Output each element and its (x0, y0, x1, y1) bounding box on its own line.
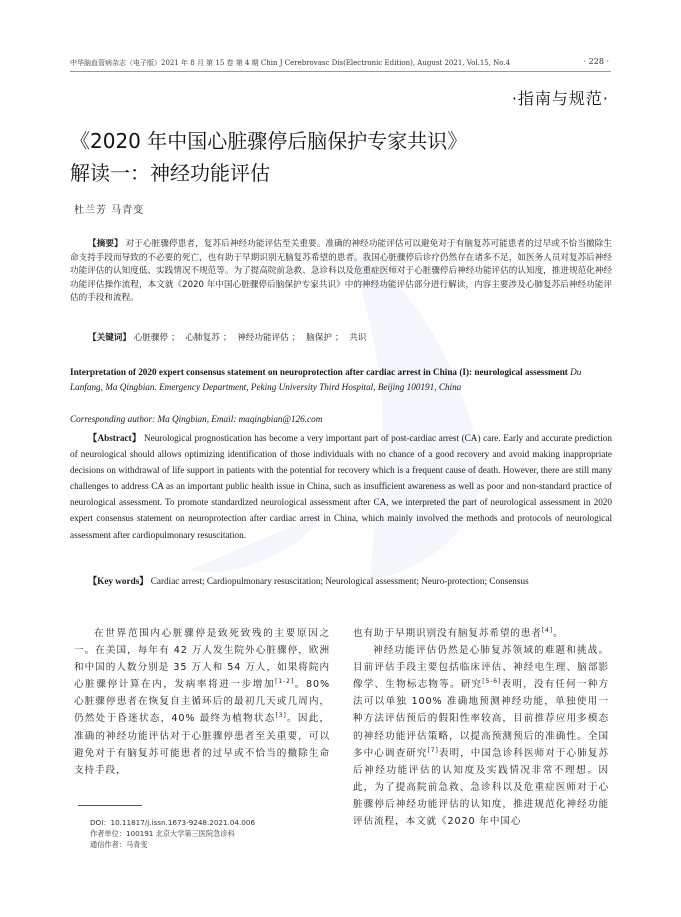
citation: [4] (541, 626, 554, 634)
citation: [5-6] (482, 678, 502, 686)
body-text: 在世界范围内心脏骤停是致死致残的主要原因之一。在美国，每年有 42 万人发生院外心脏骤停，欧洲和中国的人数分别是 35 万人和 54 万人，如果将院内心脏骤停计算在内，发病率将进一步增加 (74, 628, 330, 691)
keyword: 共识 (349, 333, 367, 343)
keywords-english (70, 573, 612, 589)
article-title-line-2: 解读一：神经功能评估 (70, 161, 270, 185)
keywords-label: 【关键词】 (88, 333, 131, 343)
body-text: 。 (553, 628, 564, 639)
abstract-text: 对于心脏骤停患者，复苏后神经功能评估至关重要。准确的神经功能评估可以避免对于有脑复苏可能患者的过早或不恰当撤除生命支持手段而导致的不必要的死亡，也有助于早期识别无脑复苏希望的患者。我国心脏骤停后诊疗仍然存在诸多不足，如医务人员对复苏后神经功能评估的认知度低、实践情况不规范等。为了提高院前急救、急诊科以及危重症医师对于心脏骤停后神经功能评估的认知度，推进规范化神经功能评估操作流程，本文就《2020 年中国心脏骤停后脑保护专家共识》中的神经功能评估部分进行解读，内容主要涉及心肺复苏后神经功能评估的手段和流程。 (70, 239, 612, 304)
body-text: 表明，没有任何一种方法可以单独 100% 准确地预测神经功能，单独使用一种方法评估预后的假阳性率较高，目前推荐应用多模态的神经功能评估策略，以提高预测预后的准确性。全国多中心调查研究 (353, 679, 609, 759)
english-title: Interpretation of 2020 expert consensus statement on neuroprotection after cardiac arrest in China (I): neurological assessment (70, 367, 568, 377)
body-text: 神经功能评估仍然是心肺复苏领域的难题和挑战。目前评估手段主要包括临床评估、神经电生理、脑部影像学、生物标志物等。研究 (353, 645, 609, 691)
keyword: 心肺复苏 (185, 333, 220, 343)
citation: [7] (427, 746, 439, 754)
paragraph (353, 625, 609, 642)
citation: [1-2] (275, 678, 295, 686)
page-number: · 228 · (583, 57, 609, 66)
abstract-chinese (70, 238, 612, 306)
header-divider (70, 71, 611, 72)
abstract-label: 【摘要】 (88, 239, 123, 249)
keyword: 心脏骤停 (133, 333, 169, 343)
keywords-en-text: Cardiac arrest; Cardiopulmonary resuscitation; Neurological assessment; Neuro-protection; Consensus (150, 576, 529, 586)
footnote-affiliation: 作者单位：100191 北京大学第三医院急诊科 (90, 829, 235, 838)
footnote-doi: DOI：10.11817/j.issn.1673-9248.2021.04.006 (90, 818, 256, 827)
abstract-en-label: 【Abstract】 (88, 433, 142, 443)
section-label: ·指南与规范· (511, 89, 609, 108)
body-text: 也有助于早期识别没有脑复苏希望的患者 (353, 628, 542, 639)
body-text: 。因此，准确的神经功能评估对于心脏骤停患者至关重要，可以避免对于有脑复苏可能患者的过早或不恰当的撤除生命支持手段， (74, 713, 330, 776)
body-text: 。80% 心脏骤停患者在恢复自主循环后的最初几天或几周内，仍然处于昏迷状态，40% 最终为植物状态 (74, 679, 330, 725)
body-text: 表明，中国急诊科医师对于心肺复苏后神经功能评估的认知度及实践情况非常不理想。因此，为了提高院前急救、急诊科以及危重症医师对于心脏骤停后神经功能评估的认知度，推进规范化神经功能评估流程，本文就《2020 年中国心 (353, 747, 609, 828)
keywords-en-label: 【Key words】 (88, 576, 149, 586)
body-column-right (353, 625, 609, 830)
footnote-divider (78, 805, 142, 806)
keyword: 脑保护 (306, 333, 332, 343)
english-authors: Du Lanfang, Ma Qingbian. Emergency Department, Peking University Third Hospital, Beijing 100191, China (70, 367, 582, 392)
abstract-en-text: Neurological prognostication has become a very important part of post-cardiac arrest (CA) care. Early and accurate prediction of neurological should allows optimizing identification of those individuals with no chance of a good recovery and avoid making inappropriate decisions on withdrawal of life support in patients with the potential for recovery which is a frequent cause of death. However, there are still many challenges to address CA as an important public health issue in China, such as insufficient awareness as well as poor and non-standard practice of neurological assessment. To promote standardized neurological assessment after CA, we interpreted the part of neurological assessment in 2020 expert consensus statement on neuroprotection after cardiac arrest in China, which mainly involved the methods and protocols of neurological assessment after cardiopulmonary resuscitation. (70, 433, 612, 540)
keywords-chinese: 【关键词】 心脏骤停 ； 心肺复苏 ； 神经功能评估 ； 脑保护 ； 共识 (88, 333, 367, 343)
citation: [3] (275, 712, 287, 720)
article-title-line-1: 《2020 年中国心脏骤停后脑保护专家共识》 (70, 129, 468, 153)
journal-header: 中华脑血管病杂志（电子版）2021 年 8 月 第 15 卷 第 4 期 Chin J Cerebrovasc Dis(Electronic Edition), August 2021, Vol.15, No.4 (70, 59, 511, 67)
footnote-corresponding: 通信作者：马青变 (90, 840, 148, 849)
abstract-english (70, 430, 612, 543)
english-title-block (70, 365, 612, 395)
paragraph (353, 642, 609, 830)
keyword: 神经功能评估 (237, 333, 289, 343)
body-column-left (74, 625, 330, 779)
authors: 杜兰芳 马青变 (74, 205, 145, 216)
corresponding-author-en: Corresponding author: Ma Qingbian, Email: maqingbian@126.com (70, 414, 323, 424)
